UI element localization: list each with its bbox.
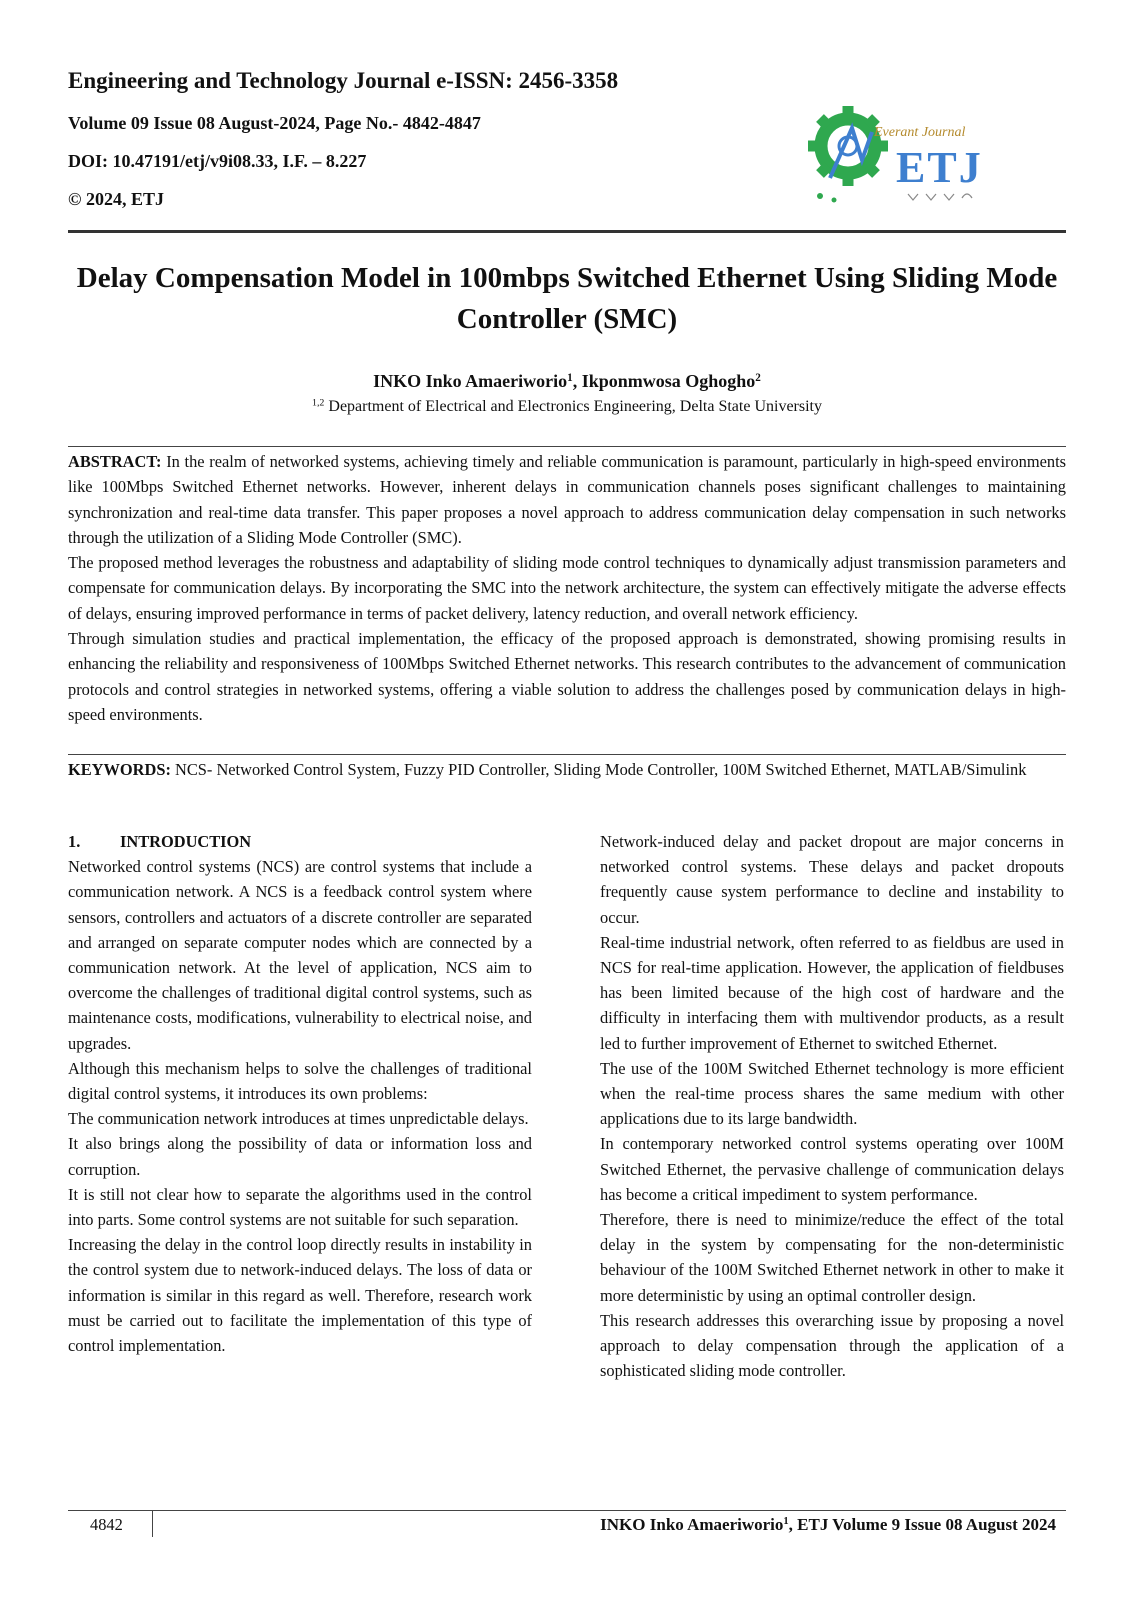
- abstract: [68, 449, 1066, 727]
- footer-rule: [68, 1510, 1066, 1511]
- author-affiliation-mark: 1: [567, 371, 573, 384]
- body-paragraph: It also brings along the possibility of data or information loss and corruption.: [68, 1134, 532, 1179]
- page-number: 4842: [90, 1515, 123, 1534]
- body-paragraph: It is still not clear how to separate the algorithms used in the control into parts. Some control systems are not suitable for such separation.: [68, 1184, 532, 1230]
- section-number: 1.: [68, 832, 81, 851]
- running-footer: [600, 1515, 1056, 1535]
- abstract-label: ABSTRACT:: [68, 452, 162, 471]
- body-paragraph: The use of the 100M Switched Ethernet technology is more efficient when the real-time process shares the same medium with other applications due to its large bandwidth.: [600, 1058, 1064, 1129]
- logo-tagline: Everant Journal: [874, 125, 966, 140]
- author-line: [68, 371, 1066, 392]
- right-column: [600, 829, 1064, 1383]
- affiliation-text: Department of Electrical and Electronics Engineering, Delta State University: [324, 398, 822, 415]
- body-paragraph: Therefore, there is need to minimize/reduce the effect of the total delay in the system by compensating for the non-deterministic behaviour of the 100M Switched Ethernet network in other to make it more deterministic by using an optimal controller design.: [600, 1210, 1064, 1305]
- left-column: [68, 829, 532, 1358]
- gear-logo-icon: [808, 106, 888, 203]
- body-paragraph: In contemporary networked control systems operating over 100M Switched Ethernet, the pervasive challenge of communication delays has become a critical impediment to system performance.: [600, 1134, 1064, 1204]
- abstract-paragraph: The proposed method leverages the robustness and adaptability of sliding mode control techniques to dynamically adjust transmission parameters and compensate for communication delays. By incorporating the SMC into the network architecture, the system can effectively mitigate the adverse effects of delays, ensuring improved performance in terms of packet delivery, latency reduction, and overall network efficiency.: [68, 553, 1066, 623]
- footer-author-mark: 1: [783, 1516, 789, 1528]
- logo-letters: ETJ: [896, 143, 983, 192]
- paper-title: Delay Compensation Model in 100mbps Switched Ethernet Using Sliding Mode Controller (SMC): [76, 262, 1058, 335]
- header-rule: [68, 230, 1066, 233]
- section-heading: [68, 829, 532, 854]
- abstract-paragraph: Through simulation studies and practical implementation, the efficacy of the proposed approach is demonstrated, showing promising results in enhancing the reliability and responsiveness of 100Mbps Switched Ethernet networks. This research contributes to the advancement of communication protocols and control strategies in networked systems, offering a viable solution to address the challenges posed by communication delays in high-speed environments.: [68, 629, 1066, 724]
- section-title: INTRODUCTION: [120, 832, 252, 851]
- keywords-label: KEYWORDS:: [68, 760, 171, 779]
- copyright-line: © 2024, ETJ: [68, 189, 164, 209]
- doi-line: DOI: 10.47191/etj/v9i08.33, I.F. – 8.227: [68, 151, 367, 171]
- body-paragraph: The communication network introduces at times unpredictable delays.: [68, 1109, 529, 1129]
- footer-citation: , ETJ Volume 9 Issue 08 August 2024: [788, 1515, 1056, 1534]
- body-paragraph: This research addresses this overarching issue by proposing a novel approach to delay compensation through the application of a sophisticated sliding mode controller.: [600, 1310, 1064, 1381]
- affiliation-mark: 1,2: [312, 397, 325, 409]
- affiliation: [68, 398, 1066, 416]
- abstract-top-rule: [68, 446, 1066, 447]
- body-paragraph: Although this mechanism helps to solve the challenges of traditional digital control systems, it introduces its own problems:: [68, 1058, 532, 1104]
- body-paragraph: Networked control systems (NCS) are control systems that include a communication network. A NCS is a feedback control system where sensors, controllers and actuators of a discrete controller are separated and arranged on separate computer nodes which are connected by a communication network. At the level of application, NCS aim to overcome the challenges of traditional digital control systems, such as maintenance costs, modifications, vulnerability to electrical noise, and upgrades.: [68, 857, 532, 1053]
- author-affiliation-mark: 2: [755, 371, 761, 384]
- keywords-text: NCS- Networked Control System, Fuzzy PID Controller, Sliding Mode Controller, 100M Switched Ethernet, MATLAB/Simulink: [170, 760, 1027, 779]
- abstract-bottom-rule: [68, 754, 1066, 755]
- author-name: Ikponmwosa Oghogho: [581, 371, 756, 391]
- journal-title: Engineering and Technology Journal e-ISSN: 2456-3358: [68, 68, 619, 93]
- abstract-paragraph: [68, 449, 1066, 550]
- body-paragraph: Network-induced delay and packet dropout are major concerns in networked control systems. These delays and packet dropouts frequently cause system performance to decline and instability to occur.: [600, 832, 1064, 927]
- author-name: INKO Inko Amaeriworio: [373, 371, 568, 391]
- keywords: [68, 757, 1066, 782]
- body-paragraph: Real-time industrial network, often referred to as fieldbus are used in NCS for real-time application. However, the application of fieldbuses has been limited because of the high cost of hardware and the difficulty in interfacing them with multivendor products, as a result led to further improvement of Ethernet to switched Ethernet.: [600, 932, 1064, 1053]
- volume-line: Volume 09 Issue 08 August-2024, Page No.- 4842-4847: [68, 113, 481, 133]
- journal-logo: [800, 98, 1010, 208]
- footer-author: INKO Inko Amaeriworio: [600, 1515, 784, 1534]
- abstract-text: In the realm of networked systems, achieving timely and reliable communication is paramount, particularly in high-speed environments like 100Mbps Switched Ethernet networks. However, inherent delays in communication channels poses significant challenges to maintaining synchronization and real-time data transfer. This paper proposes a novel approach to address communication delay compensation in such networks through the utilization of a Sliding Mode Controller (SMC).: [68, 452, 1066, 547]
- author-separator: ,: [572, 371, 582, 391]
- body-paragraph: Increasing the delay in the control loop directly results in instability in the control system due to network-induced delays. The loss of data or information is similar in this regard as well. Therefore, research work must be carried out to facilitate the implementation of this type of control implementation.: [68, 1235, 532, 1356]
- footer-divider: [152, 1511, 153, 1537]
